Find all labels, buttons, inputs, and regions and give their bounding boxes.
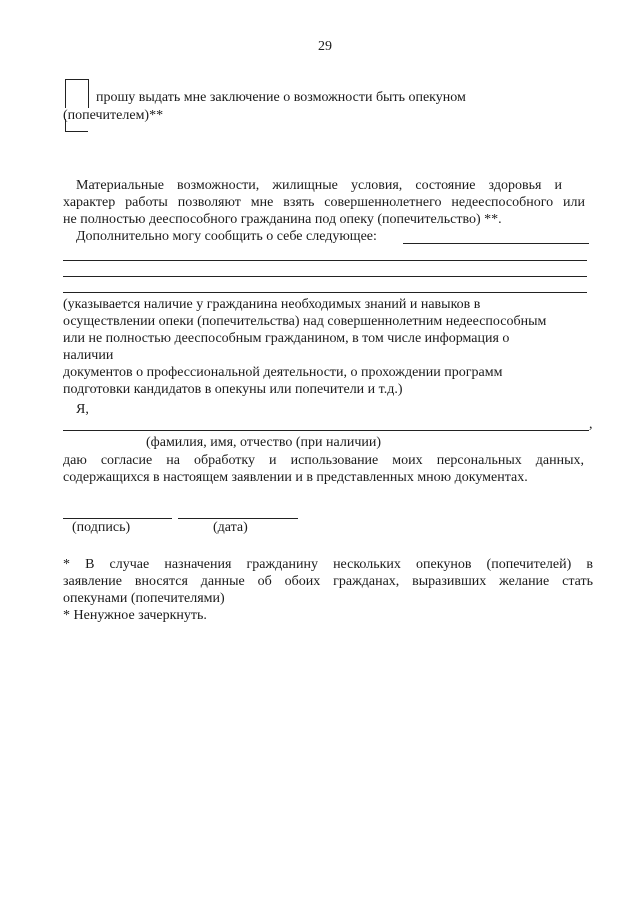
hint-line-5: документов о профессиональной деятельности, о прохождении программ <box>63 365 503 380</box>
page-number: 29 <box>318 39 332 54</box>
consent-ya: Я, <box>76 402 89 417</box>
additional-label: Дополнительно могу сообщить о себе следующее: <box>76 229 377 244</box>
signature-caption: (подпись) <box>72 520 131 535</box>
fio-caption: (фамилия, имя, отчество (при наличии) <box>146 435 382 450</box>
conditions-line-1: Материальные возможности, жилищные условия, состояние здоровья и <box>76 178 562 193</box>
footnote-1-line-2: заявление вносятся данные об обоих гражданах, выразивших желание стать <box>63 574 593 589</box>
hint-line-1: (указывается наличие у гражданина необходимых знаний и навыков в <box>63 297 481 312</box>
fio-input-line[interactable] <box>63 430 589 431</box>
hint-line-6: подготовки кандидатов в опекуны или попечители и т.д.) <box>63 382 403 397</box>
hint-line-3: или не полностью дееспособным гражданином, в том числе информация о <box>63 331 510 346</box>
footnote-1-line-1: * В случае назначения гражданину нескольких опекунов (попечителей) в <box>63 557 593 572</box>
date-caption: (дата) <box>213 520 248 535</box>
additional-input-line-3[interactable] <box>63 292 587 293</box>
additional-input-line-1[interactable] <box>63 260 587 261</box>
request-checkbox[interactable] <box>65 79 89 108</box>
consent-line-1: даю согласие на обработку и использование моих персональных данных, <box>63 453 584 468</box>
footnote-1-line-3: опекунами (попечителями) <box>63 591 225 606</box>
request-line-1: прошу выдать мне заключение о возможности быть опекуном <box>96 90 466 105</box>
fio-comma: , <box>589 417 593 432</box>
additional-input-line-0[interactable] <box>403 243 589 244</box>
hint-line-4: наличии <box>63 348 114 363</box>
request-line-2: (попечителем)** <box>63 108 164 123</box>
additional-input-line-2[interactable] <box>63 276 587 277</box>
hint-line-2: осуществлении опеки (попечительства) над совершеннолетним недееспособным <box>63 314 547 329</box>
footnote-2: * Ненужное зачеркнуть. <box>63 608 207 623</box>
consent-line-2: содержащихся в настоящем заявлении и в представленных мною документах. <box>63 470 528 485</box>
conditions-line-2: характер работы позволяют мне взять совершеннолетнего недееспособного или <box>63 195 585 210</box>
conditions-line-3: не полностью дееспособного гражданина под опеку (попечительство) **. <box>63 212 502 227</box>
